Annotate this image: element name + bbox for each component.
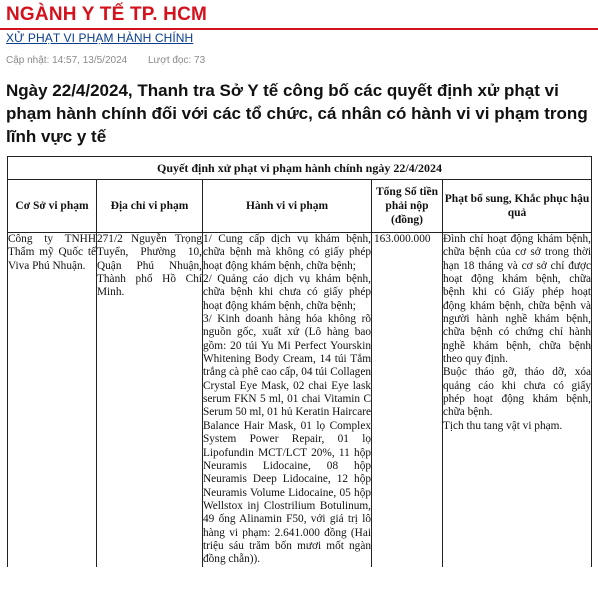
site-header [0,0,598,30]
article-meta [6,55,223,66]
header-facility: Cơ Sở vi phạm [8,180,97,233]
address-text: 271/2 Nguyễn Trọng Tuyển, Phường 10, Quận Phú Nhuận, Thành phố Hồ Chí Minh. [97,233,202,299]
facility-name: Công ty TNHH Thẩm mỹ Quốc tế Viva Phú Nhuận. [8,233,96,272]
remedies-cell [443,233,592,567]
view-count: Lượt đọc: 73 [148,55,206,66]
site-title[interactable]: NGÀNH Y TẾ TP. HCM [6,4,208,25]
address-cell [97,233,203,567]
table-caption: Quyết định xử phạt vi phạm hành chính ngày 22/4/2024 [8,157,592,180]
remedy-item: Tịch thu tang vật vi phạm. [443,419,563,432]
remedy-item: Đình chỉ hoạt động khám bệnh, chữa bệnh của cơ sở trong thời hạn 18 tháng và cơ sở chỉ được hoạt động khám bệnh, chữa bệnh khi có Giấy phép hoạt động khám bệnh, chữa bệnh và người hành nghề khám bệnh, chữa bệnh có chứng chỉ hành nghề khám bệnh, chữa bệnh theo quy định. [443,233,592,366]
header-remedies: Phạt bổ sung, Khắc phục hậu quả [443,180,592,233]
violations-cell [203,233,372,567]
header-amount: Tổng Số tiền phải nộp (đồng) [372,180,443,233]
article-headline: Ngày 22/4/2024, Thanh tra Sở Y tế công bố các quyết định xử phạt vi phạm hành chính đối với các tổ chức, cá nhân có hành vi vi phạm trong lĩnh vực y tế [6,81,588,147]
fine-amount: 163.000.000 [374,233,431,245]
updated-timestamp: Cập nhật: 14:57, 13/5/2024 [6,55,128,66]
header-divider [0,28,598,30]
remedy-item: Buộc tháo gỡ, tháo dỡ, xóa quảng cáo khi chưa có giấy phép hoạt động khám bệnh, chữa bệnh. [443,366,592,419]
violation-item: 3/ Kinh doanh hàng hóa không rõ nguồn gốc, xuất xứ (Lô hàng bao gồm: 20 túi Yu Mi Perfect Yourskin Whitening Body Cream, 14 túi Tắm trắng cà phê cao cấp, 04 túi Collagen Crystal Eye Mask, 02 chai Eye lask serum FKN 5 ml, 01 chai Vitamin C Serum 50 ml, 01 hủ Keratin Haircare Balance Hair Mask, 01 lọ Complex System Power Repair, 01 lọ Lipofundin MCT/LCT 20%, 11 hộp Neuramis Lidocaine, 08 hộp Neuramis Deep Lidocaine, 12 hộp Neuramis Volume Lidocaine, 05 hộp Wellstox inj Clostrilium Botulinum, 49 ống Alinamin F50, với giá trị lô hàng vi phạm: 2.641.000 đồng (Hai triệu sáu trăm bốn mươi mốt ngàn đồng chẵn)). [203,313,371,566]
facility-cell [8,233,97,567]
table-row [8,233,592,567]
violation-item: 2/ Quảng cáo dịch vụ khám bệnh, chữa bệnh khi chưa có giấy phép hoạt động khám bệnh, chữa bệnh; [203,273,371,312]
amount-cell [372,233,443,567]
header-violations: Hành vi vi phạm [203,180,372,233]
header-address: Địa chỉ vi phạm [97,180,203,233]
category-link[interactable]: XỬ PHẠT VI PHẠM HÀNH CHÍNH [6,31,194,45]
violation-item: 1/ Cung cấp dịch vụ khám bệnh, chữa bệnh mà không có giấy phép hoạt động khám bệnh, chữa bệnh; [203,233,371,272]
penalty-decision-table [7,156,592,567]
